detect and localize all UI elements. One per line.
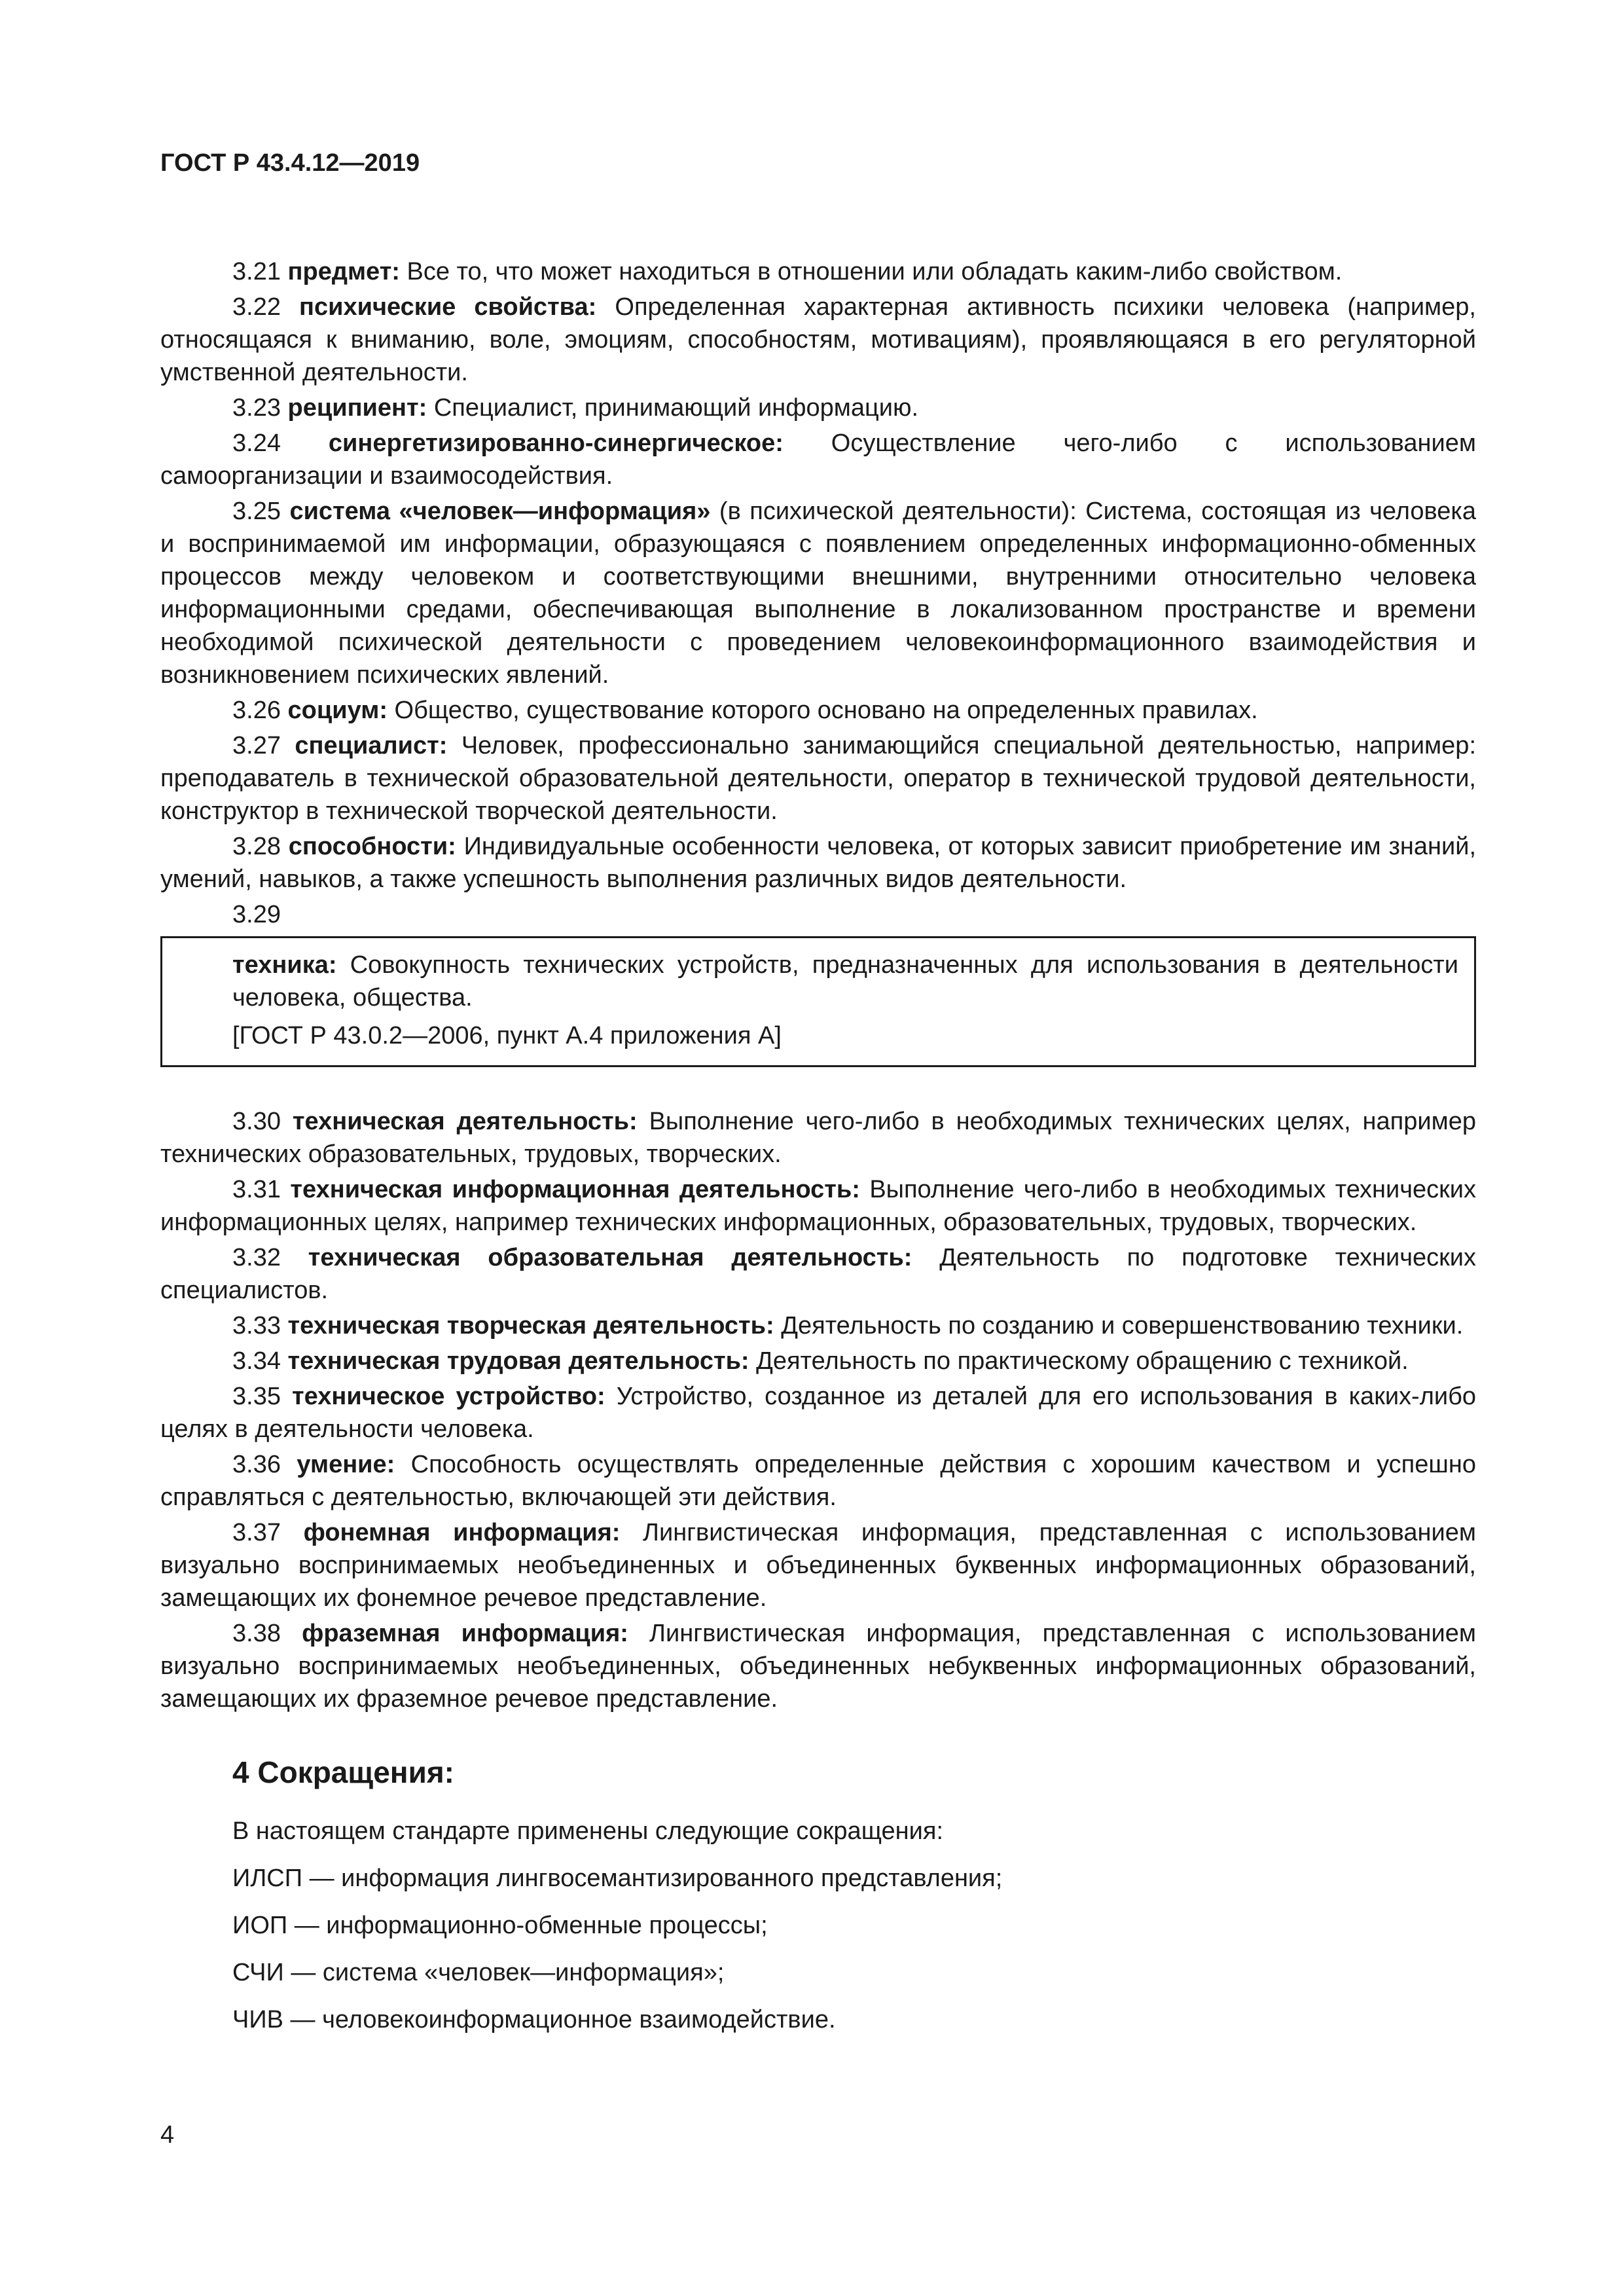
term-entry: 3.26 социум: Общество, существование которого основано на определенных правилах.: [232, 697, 1258, 724]
term-definition: Общество, существование которого основано на определенных правилах.: [388, 697, 1258, 724]
document-id: ГОСТ Р 43.4.12—2019: [160, 149, 420, 177]
term-name: техника:: [232, 951, 337, 979]
abbreviation-item: ИЛСП — информация лингвосемантизированного представления;: [232, 1865, 1003, 1892]
term-entry: 3.34 техническая трудовая деятельность: Деятельность по практическому обращению с техникой.: [232, 1347, 1409, 1375]
term-source-reference: [ГОСТ Р 43.0.2—2006, пункт А.4 приложения А]: [232, 1022, 782, 1049]
term-definition: Лингвистическая информация, представленная с использованием визуально воспринимаемых необъединенных и объединенных буквенных информационных образований, замещающих их фонемное речевое представление.: [160, 1519, 1476, 1612]
term-name: социум:: [287, 697, 388, 724]
term-definition: Совокупность технических устройств, предназначенных для использования в деятельности человека, общества.: [232, 951, 1458, 1011]
term-name: умение:: [297, 1451, 395, 1478]
abbreviation-item: СЧИ — система «человек—информация»;: [232, 1959, 725, 1986]
term-entry: 3.23 реципиент: Специалист, принимающий информацию.: [232, 394, 919, 422]
term-entry: 3.37 фонемная информация: Лингвистическая информация, представленная с использованием визуально воспринимаемых необъединенных и объединенных буквенных информационных образований, замещающих их фонемное речевое представление.: [160, 1519, 1476, 1612]
page-number: 4: [160, 2121, 175, 2149]
section-heading: 4 Сокращения:: [232, 1755, 455, 1789]
quoted-term: [232, 949, 1458, 1014]
document-body: [160, 255, 1476, 2050]
term-name: предмет:: [287, 258, 400, 285]
term-name: техническая информационная деятельность:: [290, 1176, 860, 1203]
term-entry: 3.24 синергетизированно-синергическое: Осуществление чего-либо с использованием самоорганизации и взаимосодействия.: [160, 429, 1476, 490]
term-definition: Все то, что может находиться в отношении или обладать каким-либо свойством.: [399, 258, 1343, 285]
term-name: реципиент:: [287, 394, 427, 422]
abbreviations-intro: В настоящем стандарте применены следующие сокращения:: [232, 1817, 944, 1845]
term-entry: 3.36 умение: Способность осуществлять определенные действия с хорошим качеством и успешно справляться с деятельностью, включающей эти действия.: [160, 1451, 1476, 1511]
term-entry: 3.35 техническое устройство: Устройство, созданное из деталей для его использования в каких-либо целях в деятельности человека.: [160, 1383, 1476, 1443]
term-definition: Деятельность по практическому обращению с техникой.: [749, 1347, 1409, 1375]
term-definition: (в психической деятельности): Система, состоящая из человека и воспринимаемой им информации, образующаяся с появлением определенных информационно-обменных процессов между человеком и соответствующими внешними, внутренними относительно человека информационными средами, обеспечивающая выполнение в локализованном пространстве и времени необходимой психической деятельности с проведением человекоинформационного взаимодействия и возникновением психических явлений.: [160, 498, 1476, 689]
term-name: специалист:: [295, 732, 448, 759]
term-number-329: 3.29: [232, 901, 281, 928]
term-definition: Индивидуальные особенности человека, от которых зависит приобретение им знаний, умений, навыков, а также успешность выполнения различных видов деятельности.: [160, 833, 1477, 893]
term-definition: Лингвистическая информация, представленная с использованием визуально воспринимаемых необъединенных, объединенных небуквенных информационных образований, замещающих их фраземное речевое представление.: [160, 1620, 1476, 1713]
term-definition: Человек, профессионально занимающийся специальной деятельностью, например: преподаватель в технической образовательной деятельности, оператор в технической трудовой деятельности, конструктор в технической творческой деятельности.: [160, 732, 1476, 825]
term-name: техническое устройство:: [292, 1383, 605, 1410]
term-name: синергетизированно-синергическое:: [328, 429, 784, 457]
term-definition: Выполнение чего-либо в необходимых технических информационных целях, например технических информационных, образовательных, трудовых, творческих.: [160, 1176, 1476, 1236]
term-name: фраземная информация:: [302, 1620, 628, 1647]
term-entry: 3.21 предмет: Все то, что может находиться в отношении или обладать каким-либо свойством.: [232, 258, 1343, 285]
term-name: техническая деятельность:: [292, 1108, 638, 1135]
term-entry: 3.33 техническая творческая деятельность: Деятельность по созданию и совершенствованию техники.: [232, 1312, 1464, 1339]
term-entry: 3.38 фраземная информация: Лингвистическая информация, представленная с использованием визуально воспринимаемых необъединенных, объединенных небуквенных информационных образований, замещающих их фраземное речевое представление.: [160, 1620, 1476, 1713]
term-definition: Способность осуществлять определенные действия с хорошим качеством и успешно справляться с деятельностью, включающей эти действия.: [160, 1451, 1476, 1511]
quoted-term-box: [160, 936, 1476, 1067]
term-definition: Устройство, созданное из деталей для его использования в каких-либо целях в деятельности человека.: [160, 1383, 1476, 1443]
term-entry: 3.28 способности: Индивидуальные особенности человека, от которых зависит приобретение им знаний, умений, навыков, а также успешность выполнения различных видов деятельности.: [160, 833, 1477, 893]
term-entry: 3.27 специалист: Человек, профессионально занимающийся специальной деятельностью, например: преподаватель в технической образовательной деятельности, оператор в технической трудовой деятельности, конструктор в технической творческой деятельности.: [160, 732, 1476, 825]
term-definition: Определенная характерная активность психики человека (например, относящаяся к вниманию, воле, эмоциям, способностям, мотивациям), проявляющаяся в его регуляторной умственной деятельности.: [160, 293, 1476, 386]
term-entry: 3.25 система «человек—информация» (в психической деятельности): Система, состоящая из человека и воспринимаемой им информации, образующаяся с появлением определенных информационно-обменных процессов между человеком и соответствующими внешними, внутренними относительно человека информационными средами, обеспечивающая выполнение в локализованном пространстве и времени необходимой психической деятельности с проведением человекоинформационного взаимодействия и возникновением психических явлений.: [160, 498, 1476, 689]
term-name: техническая творческая деятельность:: [287, 1312, 774, 1339]
term-name: фонемная информация:: [303, 1519, 621, 1546]
abbreviation-item: ИОП — информационно-обменные процессы;: [232, 1912, 768, 1939]
terms-list-b: [160, 1105, 1476, 1715]
term-name: техническая трудовая деятельность:: [287, 1347, 749, 1375]
term-definition: Деятельность по созданию и совершенствованию техники.: [774, 1312, 1464, 1339]
term-definition: Деятельность по подготовке технических специалистов.: [160, 1244, 1476, 1304]
term-definition: Специалист, принимающий информацию.: [427, 394, 919, 422]
term-name: техническая образовательная деятельность:: [308, 1244, 912, 1271]
term-entry: 3.31 техническая информационная деятельность: Выполнение чего-либо в необходимых технических информационных целях, например технических информационных, образовательных, трудовых, творческих.: [160, 1176, 1476, 1236]
term-definition: Выполнение чего-либо в необходимых технических целях, например технических образовательных, трудовых, творческих.: [160, 1108, 1476, 1168]
term-definition: Осуществление чего-либо с использованием самоорганизации и взаимосодействия.: [160, 429, 1476, 490]
terms-list-a: [160, 255, 1476, 896]
term-name: система «человек—информация»: [289, 498, 711, 525]
term-entry: 3.30 техническая деятельность: Выполнение чего-либо в необходимых технических целях, например технических образовательных, трудовых, творческих.: [160, 1108, 1476, 1168]
term-entry: 3.22 психические свойства: Определенная характерная активность психики человека (например, относящаяся к вниманию, воле, эмоциям, способностям, мотивациям), проявляющаяся в его регуляторной умственной деятельности.: [160, 293, 1476, 386]
term-name: психические свойства:: [299, 293, 597, 321]
term-entry: 3.32 техническая образовательная деятельность: Деятельность по подготовке технических специалистов.: [160, 1244, 1476, 1304]
abbreviation-item: ЧИВ — человекоинформационное взаимодействие.: [232, 2006, 836, 2033]
term-name: способности:: [288, 833, 456, 860]
